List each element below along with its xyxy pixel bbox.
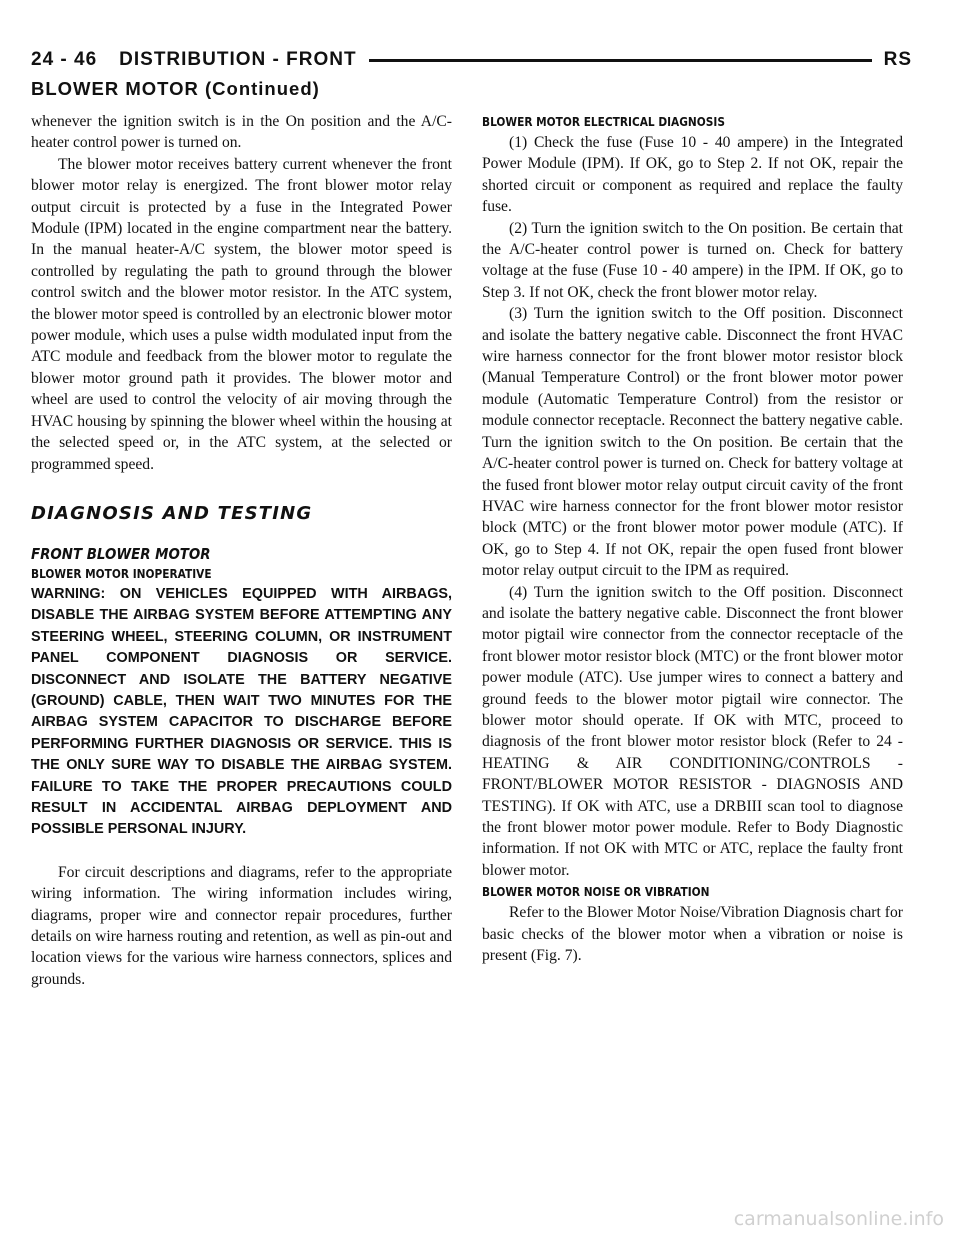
left-column bbox=[31, 111, 452, 990]
inoperative-heading: BLOWER MOTOR INOPERATIVE bbox=[31, 565, 212, 581]
diagnosis-heading: DIAGNOSIS AND TESTING bbox=[31, 502, 313, 524]
step-3: (3) Turn the ignition switch to the Off position. Disconnect and isolate the battery negative cable. Disconnect the front HVAC wire harness connector for the front blower motor resistor block (Manual Temperature Control) or the front blower motor power module (Automatic Temperature Control) from the resistor or module connector receptacle. Reconnect the battery negative cable. Turn the ignition switch to the On position. Be certain that the A/C-heater control power is turned on. Check for battery voltage at the fused front blower motor relay output circuit cavity of the front HVAC wire harness connector for the front blower motor resistor block (MTC) or the front blower motor power module (ATC). If OK, go to Step 4. If not OK, repair the open fused front blower motor relay output circuit to the IPM as required. bbox=[482, 305, 903, 580]
right-column bbox=[482, 111, 903, 966]
noise-paragraph: Refer to the Blower Motor Noise/Vibration Diagnosis chart for basic checks of the blower motor when a vibration or noise is present (Fig. 7). bbox=[482, 904, 903, 965]
page-number: 24 - 46 bbox=[31, 49, 98, 70]
continued-title: BLOWER MOTOR (Continued) bbox=[31, 78, 320, 99]
operation-paragraph: The blower motor receives battery current whenever the front blower motor relay is energized. The front blower motor relay output circuit is protected by a fuse in the Integrated Power Module (IPM) located in the engine compartment near the battery. In the manual heater-A/C system, the blower motor speed is controlled by regulating the path to ground through the blower control switch and the blower motor resistor. In the ATC system, the blower motor speed is controlled by an electronic blower motor power module, which uses a pulse width modulated input from the ATC module and feedback from the blower motor to regulate the blower motor ground path it provides. The blower motor and wheel are used to control the velocity of air moving through the HVAC housing by spinning the blower wheel within the housing at the selected speed or, in the ATC system, at the selected or programmed speed. bbox=[31, 155, 452, 473]
intro-paragraph: whenever the ignition switch is in the On position and the A/C-heater control power is turned on. bbox=[31, 113, 452, 152]
vehicle-code: RS bbox=[883, 49, 912, 70]
header-rule bbox=[369, 59, 872, 62]
step-4: (4) Turn the ignition switch to the Off position. Disconnect and isolate the battery negative cable. Disconnect the front blower motor pigtail wire connector from the connector receptacle of the front blower motor resistor block (MTC) or the front blower motor power module (ATC). Use jumper wires to connect a battery and ground feeds to the blower motor pigtail wire connector. The blower motor should operate. If OK with MTC, proceed to diagnosis of the front blower motor resistor block (Refer to 24 - HEATING & AIR CONDITIONING/CONTROLS - FRONT/BLOWER MOTOR RESISTOR - DIAGNOSIS AND TESTING). If OK with ATC, use a DRBIII scan tool to diagnose the front blower motor power module. Refer to Body Diagnostic information. If not OK with MTC or ATC, replace the faulty front blower motor. bbox=[482, 583, 903, 879]
electrical-diagnosis-heading: BLOWER MOTOR ELECTRICAL DIAGNOSIS bbox=[482, 114, 725, 129]
step-1: (1) Check the fuse (Fuse 10 - 40 ampere) in the Integrated Power Module (IPM). If OK, go to Step 2. If not OK, repair the shorted circuit or component as required and replace the faulty fuse. bbox=[482, 134, 903, 216]
front-blower-heading: FRONT BLOWER MOTOR bbox=[31, 544, 211, 563]
section-title: DISTRIBUTION - FRONT bbox=[119, 49, 357, 70]
step-2: (2) Turn the ignition switch to the On position. Be certain that the A/C-heater control power is turned on. Check for battery voltage at the fuse (Fuse 10 - 40 ampere) in the IPM. If OK, go to Step 3. If not OK, check the front blower motor relay. bbox=[482, 219, 903, 301]
page-header bbox=[31, 48, 912, 72]
airbag-warning: WARNING: ON VEHICLES EQUIPPED WITH AIRBAGS, DISABLE THE AIRBAG SYSTEM BEFORE ATTEMPTING ANY STEERING WHEEL, STEERING COLUMN, OR INSTRUMENT PANEL COMPONENT DIAGNOSIS OR SERVICE. DISCONNECT AND ISOLATE THE BATTERY NEGATIVE (GROUND) CABLE, THEN WAIT TWO MINUTES FOR THE AIRBAG SYSTEM CAPACITOR TO DISCHARGE BEFORE PERFORMING FURTHER DIAGNOSIS OR SERVICE. THIS IS THE ONLY SURE WAY TO DISABLE THE AIRBAG SYSTEM. FAILURE TO TAKE THE PROPER PRECAUTIONS COULD RESULT IN ACCIDENTAL AIRBAG DEPLOYMENT AND POSSIBLE PERSONAL INJURY. bbox=[31, 585, 452, 838]
watermark: carmanualsonline.info bbox=[733, 1208, 944, 1230]
noise-vibration-heading: BLOWER MOTOR NOISE OR VIBRATION bbox=[482, 884, 710, 900]
circuit-paragraph: For circuit descriptions and diagrams, refer to the appropriate wiring information. The wiring information includes wiring, diagrams, proper wire and connector repair procedures, further details on wire harness routing and retention, as well as pin-out and location views for the various wire harness connectors, splices and grounds. bbox=[31, 863, 452, 988]
